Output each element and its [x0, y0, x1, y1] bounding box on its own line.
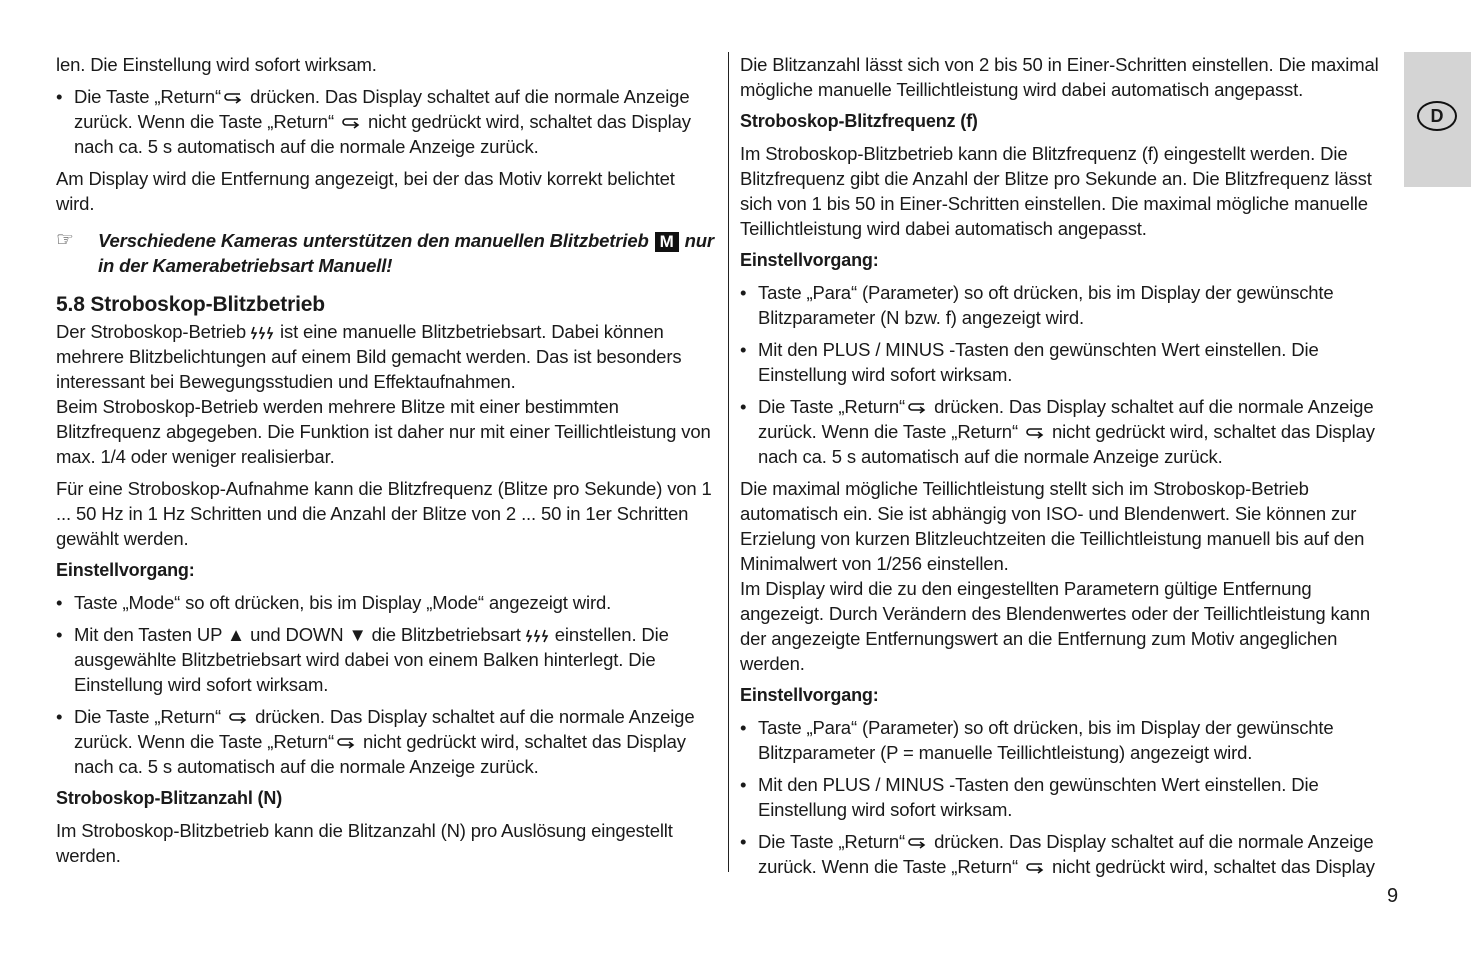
manual-mode-badge: M	[655, 232, 679, 252]
subheading: Stroboskop-Blitzanzahl (N)	[56, 788, 283, 808]
paragraph: Im Stroboskop-Blitzbetrieb kann die Blitzfrequenz (f) eingestellt werden. Die Blitzfrequenz gibt die Anzahl der Blitze pro Sekunde an. Die Blitzfrequenz lässt sich von 1 bis 50 in Einer-Schritten einstellen. Die maximal mögliche manuelle Teillichtleistung wird dabei automatisch angepasst.	[740, 143, 1372, 239]
list-item: • Die Taste „Return“ drücken. Das Display schaltet auf die normale Anzeige zurück. Wenn die Taste „Return“ nicht gedrückt wird, schaltet das Display nach ca. 5 s automatisch auf die normale Anzeige zurück.	[56, 86, 691, 157]
paragraph: Für eine Stroboskop-Aufnahme kann die Blitzfrequenz (Blitze pro Sekunde) von 1 ... 50 Hz in 1 Hz Schritten und die Anzahl der Blitze von 2 ... 50 in 1er Schritten gewählt werden.	[56, 478, 712, 549]
stroboscope-flash-icon	[525, 629, 551, 643]
paragraph: len. Die Einstellung wird sofort wirksam.	[56, 54, 377, 75]
return-arrow-icon	[336, 737, 356, 749]
paragraph: Der Stroboskop-Betrieb ist eine manuelle Blitzbetriebsart. Dabei können mehrere Blitzbelichtungen auf einem Bild gemacht werden. Das ist besonders interessant bei Bewegungsstudien und Effektaufnahmen.	[56, 321, 682, 392]
left-column	[56, 52, 716, 875]
language-tab-label: D	[1417, 101, 1457, 131]
section-heading: 5.8 Stroboskop-Blitzbetrieb	[56, 293, 325, 316]
subheading: Einstellvorgang:	[740, 685, 879, 705]
paragraph: Im Stroboskop-Blitzbetrieb kann die Blitzanzahl (N) pro Auslösung eingestellt werden.	[56, 820, 673, 866]
return-arrow-icon	[223, 92, 243, 104]
return-arrow-icon	[1025, 862, 1045, 874]
subheading: Einstellvorgang:	[56, 560, 195, 580]
list-item: • Mit den Tasten UP ▲ und DOWN ▼ die Blitzbetriebsart einstellen. Die ausgewählte Blitzbetriebsart wird dabei von einem Balken hinterlegt. Die Einstellung wird sofort wirksam.	[56, 624, 669, 695]
paragraph: Die maximal mögliche Teillichtleistung stellt sich im Stroboskop-Betrieb automatisch ein. Sie ist abhängig von ISO- und Blendenwert. Sie können zur Erzielung von kurzen Blitzleuchtzeiten die Teillichtleistung manuell bis auf den Minimalwert von 1/256 einstellen.	[740, 478, 1365, 574]
page-number: 9	[1387, 885, 1399, 907]
list-item: • Taste „Mode“ so oft drücken, bis im Display „Mode“ angezeigt wird.	[56, 592, 612, 613]
return-arrow-icon	[907, 837, 927, 849]
return-arrow-icon	[228, 712, 248, 724]
paragraph: Beim Stroboskop-Betrieb werden mehrere Blitze mit einer bestimmten Blitzfrequenz abgegeben. Die Funktion ist daher nur mit einer Teillichtleistung von max. 1/4 oder weniger realisierbar.	[56, 396, 711, 467]
subheading: Einstellvorgang:	[740, 250, 879, 270]
list-item: • Die Taste „Return“ drücken. Das Display schaltet auf die normale Anzeige zurück. Wenn die Taste „Return“ nicht gedrückt wird, schaltet das Display	[740, 831, 1375, 877]
paragraph: Im Display wird die zu den eingestellten Parametern gültige Entfernung angezeigt. Durch Verändern des Blendenwertes oder der Teillichtleistung kann der angezeigte Entfernungswert an die Entfernung zum Motiv angeglichen werden.	[740, 578, 1370, 674]
return-arrow-icon	[907, 402, 927, 414]
paragraph: Die Blitzanzahl lässt sich von 2 bis 50 in Einer-Schritten einstellen. Die maximal mögliche manuelle Teillichtleistung wird dabei automatisch angepasst.	[740, 54, 1379, 100]
list-item: • Taste „Para“ (Parameter) so oft drücken, bis im Display der gewünschte Blitzparameter (N bzw. f) angezeigt wird.	[740, 282, 1334, 328]
list-item: • Taste „Para“ (Parameter) so oft drücken, bis im Display der gewünschte Blitzparameter (P = manuelle Teillichtleistung) angezeigt wird.	[740, 717, 1334, 763]
pointing-hand-icon: ☞	[56, 229, 74, 251]
return-arrow-icon	[341, 117, 361, 129]
list-item: • Die Taste „Return“ drücken. Das Display schaltet auf die normale Anzeige zurück. Wenn die Taste „Return“ nicht gedrückt wird, schaltet das Display nach ca. 5 s automatisch auf die normale Anzeige zurück.	[740, 396, 1375, 467]
right-column	[740, 52, 1400, 886]
subheading: Stroboskop-Blitzfrequenz (f)	[740, 111, 978, 131]
return-arrow-icon	[1025, 427, 1045, 439]
list-item: • Mit den PLUS / MINUS -Tasten den gewünschten Wert einstellen. Die Einstellung wird sofort wirksam.	[740, 339, 1319, 385]
note: ☞ Verschiedene Kameras unterstützen den manuellen Blitzbetrieb M nur in der Kamerabetriebsart Manuell!	[56, 229, 714, 276]
paragraph: Am Display wird die Entfernung angezeigt, bei der das Motiv korrekt belichtet wird.	[56, 168, 675, 214]
stroboscope-flash-icon	[250, 326, 276, 340]
column-divider	[728, 52, 729, 872]
language-tab	[1404, 52, 1471, 187]
list-item: • Die Taste „Return“ drücken. Das Display schaltet auf die normale Anzeige zurück. Wenn die Taste „Return“ nicht gedrückt wird, schaltet das Display nach ca. 5 s automatisch auf die normale Anzeige zurück.	[56, 706, 695, 777]
list-item: • Mit den PLUS / MINUS -Tasten den gewünschten Wert einstellen. Die Einstellung wird sofort wirksam.	[740, 774, 1319, 820]
